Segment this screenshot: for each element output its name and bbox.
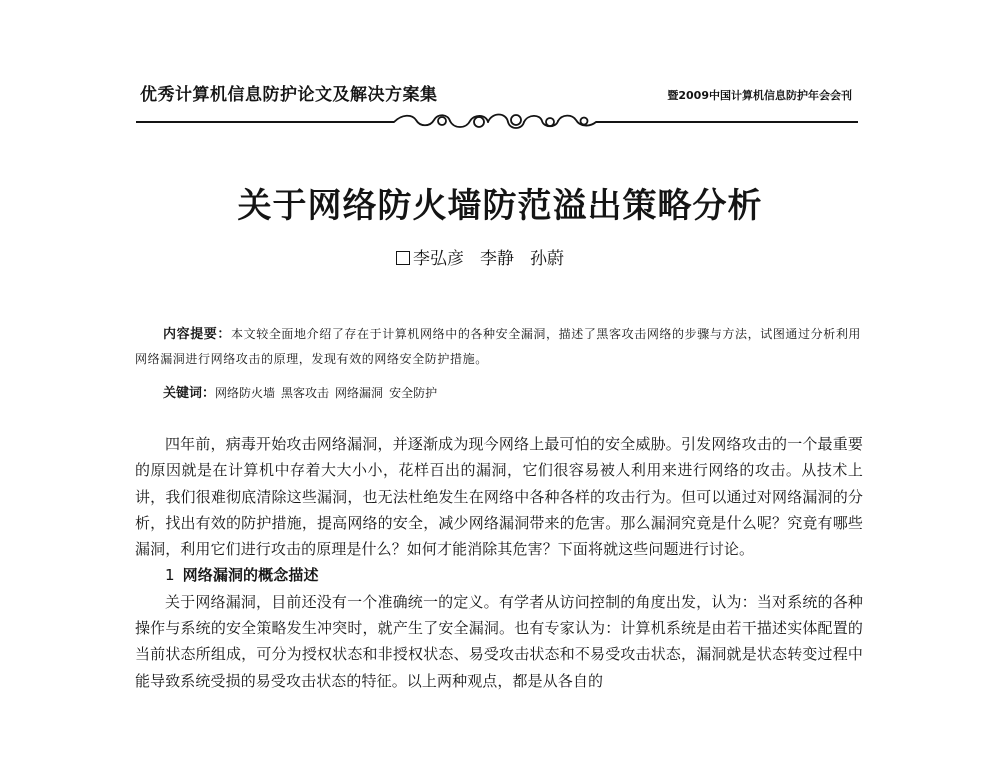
article-title: 关于网络防火墙防范溢出策略分析 (237, 186, 763, 226)
section-heading (135, 562, 863, 588)
intro-paragraph: 四年前，病毒开始攻击网络漏洞，并逐渐成为现今网络上最可怕的安全威胁。引发网络攻击的一个最重要的原因就是在计算机中存着大大小小，花样百出的漏洞，它们很容易被人利用来进行网络的攻击。从技术上讲，我们很难彻底清除这些漏洞，也无法杜绝发生在网络中各种各样的攻击行为。但可以通过对网络漏洞的分析，找出有效的防护措施，提高网络的安全，减少网络漏洞带来的危害。那么漏洞究竟是什么呢？究竟有哪些漏洞，利用它们进行攻击的原理是什么？如何才能消除其危害？下面将就这些问题进行讨论。 (135, 435, 863, 559)
article-body (135, 431, 863, 694)
running-header-collection-title: 优秀计算机信息防护论文及解决方案集 (140, 85, 438, 105)
keywords-label: 关键词： (163, 386, 216, 401)
section-paragraph: 关于网络漏洞，目前还没有一个准确统一的定义。有学者从访问控制的角度出发，认为：当对系统的各种操作与系统的安全策略发生冲突时，就产生了安全漏洞。也有专家认为：计算机系统是由若干描述实体配置的当前状态所组成，可分为授权状态和非授权状态、易受攻击状态和不易受攻击状态，漏洞就是状态转变过程中能导致系统受损的易受攻击状态的特征。以上两种观点，都是从各自的 (135, 592, 863, 690)
keywords (135, 381, 891, 406)
author-list (396, 244, 580, 269)
author-name: 李弘彦 (413, 249, 464, 269)
header-ornament-divider (136, 110, 858, 132)
keyword: 安全防护 (389, 386, 438, 400)
keyword: 网络漏洞 (335, 386, 384, 400)
abstract-text: 本文较全面地介绍了存在于计算机网络中的各种安全漏洞，描述了黑客攻击网络的步骤与方法，试图通过分析利用网络漏洞进行网络攻击的原理，发现有效的网络安全防护措施。 (135, 327, 862, 366)
author-marker-box-icon (396, 251, 410, 265)
abstract (135, 322, 863, 372)
section-title: 网络漏洞的概念描述 (182, 566, 319, 585)
keyword: 网络防火墙 (215, 386, 276, 400)
keyword: 黑客攻击 (281, 386, 330, 400)
author-name: 李静 (480, 249, 514, 269)
author-name: 孙蔚 (530, 249, 564, 269)
running-header-annual-title: 暨2009中国计算机信息防护年会会刊 (667, 89, 852, 102)
abstract-label: 内容提要： (163, 327, 232, 342)
section-number: 1 (165, 566, 175, 585)
